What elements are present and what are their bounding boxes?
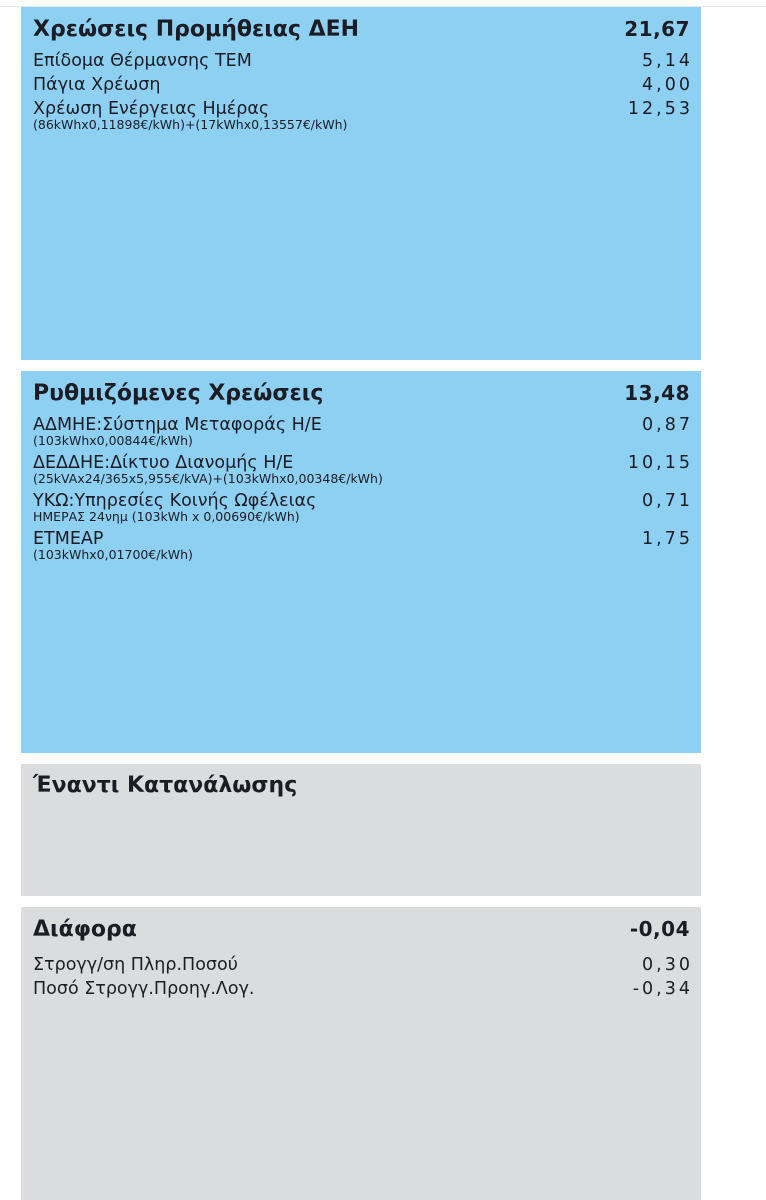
charge-label: Στρογγ/ση Πληρ.Ποσού [33,955,238,975]
charge-amount: 0,87 [642,415,693,435]
charge-calculation-detail: (103kWhx0,01700€/kWh) [33,547,193,562]
consumption-title: Έναντι Κατανάλωσης [33,773,298,798]
charge-calculation-detail: (86kWhx0,11898€/kWh)+(17kWhx0,13557€/kWh) [33,117,348,132]
charge-calculation-detail: (25kVAx24/365x5,955€/kVA)+(103kWhx0,00348€/kWh) [33,471,383,486]
charge-amount: 5,14 [642,51,693,71]
charge-label: ΔΕΔΔΗΕ:Δίκτυο Διανομής Η/Ε [33,453,294,473]
charge-amount: 0,30 [642,955,693,975]
consumption-section [21,764,701,896]
consumption-header [33,773,690,805]
supply-charges-title: Χρεώσεις Προμήθειας ΔΕΗ [33,17,360,42]
charge-label: ΕΤΜΕΑΡ [33,529,104,549]
charge-label: Επίδομα Θέρμανσης ΤΕΜ [33,51,252,71]
charge-amount: 1,75 [642,529,693,549]
regulated-charges-title: Ρυθμιζόμενες Χρεώσεις [33,381,324,406]
misc-charges-section [21,907,701,1200]
misc-charges-header [33,917,690,953]
supply-charges-section [21,7,701,360]
charge-row-heating-allowance [33,49,693,73]
misc-charges-total: -0,04 [629,917,690,941]
supply-charges-total: 21,67 [624,17,690,41]
charge-label: Πάγια Χρέωση [33,75,161,95]
charge-label: ΥΚΩ:Υπηρεσίες Κοινής Ωφέλειας [33,491,317,511]
misc-charges-title: Διάφορα [33,917,137,942]
charge-row-rounding-payment [33,953,693,977]
charge-amount: 10,15 [627,453,693,473]
charge-label: Χρέωση Ενέργειας Ημέρας [33,99,270,119]
charge-label: ΑΔΜΗΕ:Σύστημα Μεταφοράς Η/Ε [33,415,322,435]
charge-amount: 12,53 [627,99,693,119]
charge-label: Ποσό Στρογγ.Προηγ.Λογ. [33,979,255,999]
regulated-charges-section [21,371,701,753]
charge-calculation-detail: ΗΜΕΡΑΣ 24νημ (103kWh x 0,00690€/kWh) [33,509,300,524]
charge-calculation-detail: (103kWhx0,00844€/kWh) [33,433,193,448]
charge-amount: -0,34 [632,979,693,999]
supply-charges-header [33,17,690,49]
regulated-charges-header [33,381,690,413]
charge-amount: 4,00 [642,75,693,95]
charge-amount: 0,71 [642,491,693,511]
regulated-charges-total: 13,48 [624,381,690,405]
charge-row-fixed-charge [33,73,693,97]
charge-row-rounding-previous [33,977,693,1001]
